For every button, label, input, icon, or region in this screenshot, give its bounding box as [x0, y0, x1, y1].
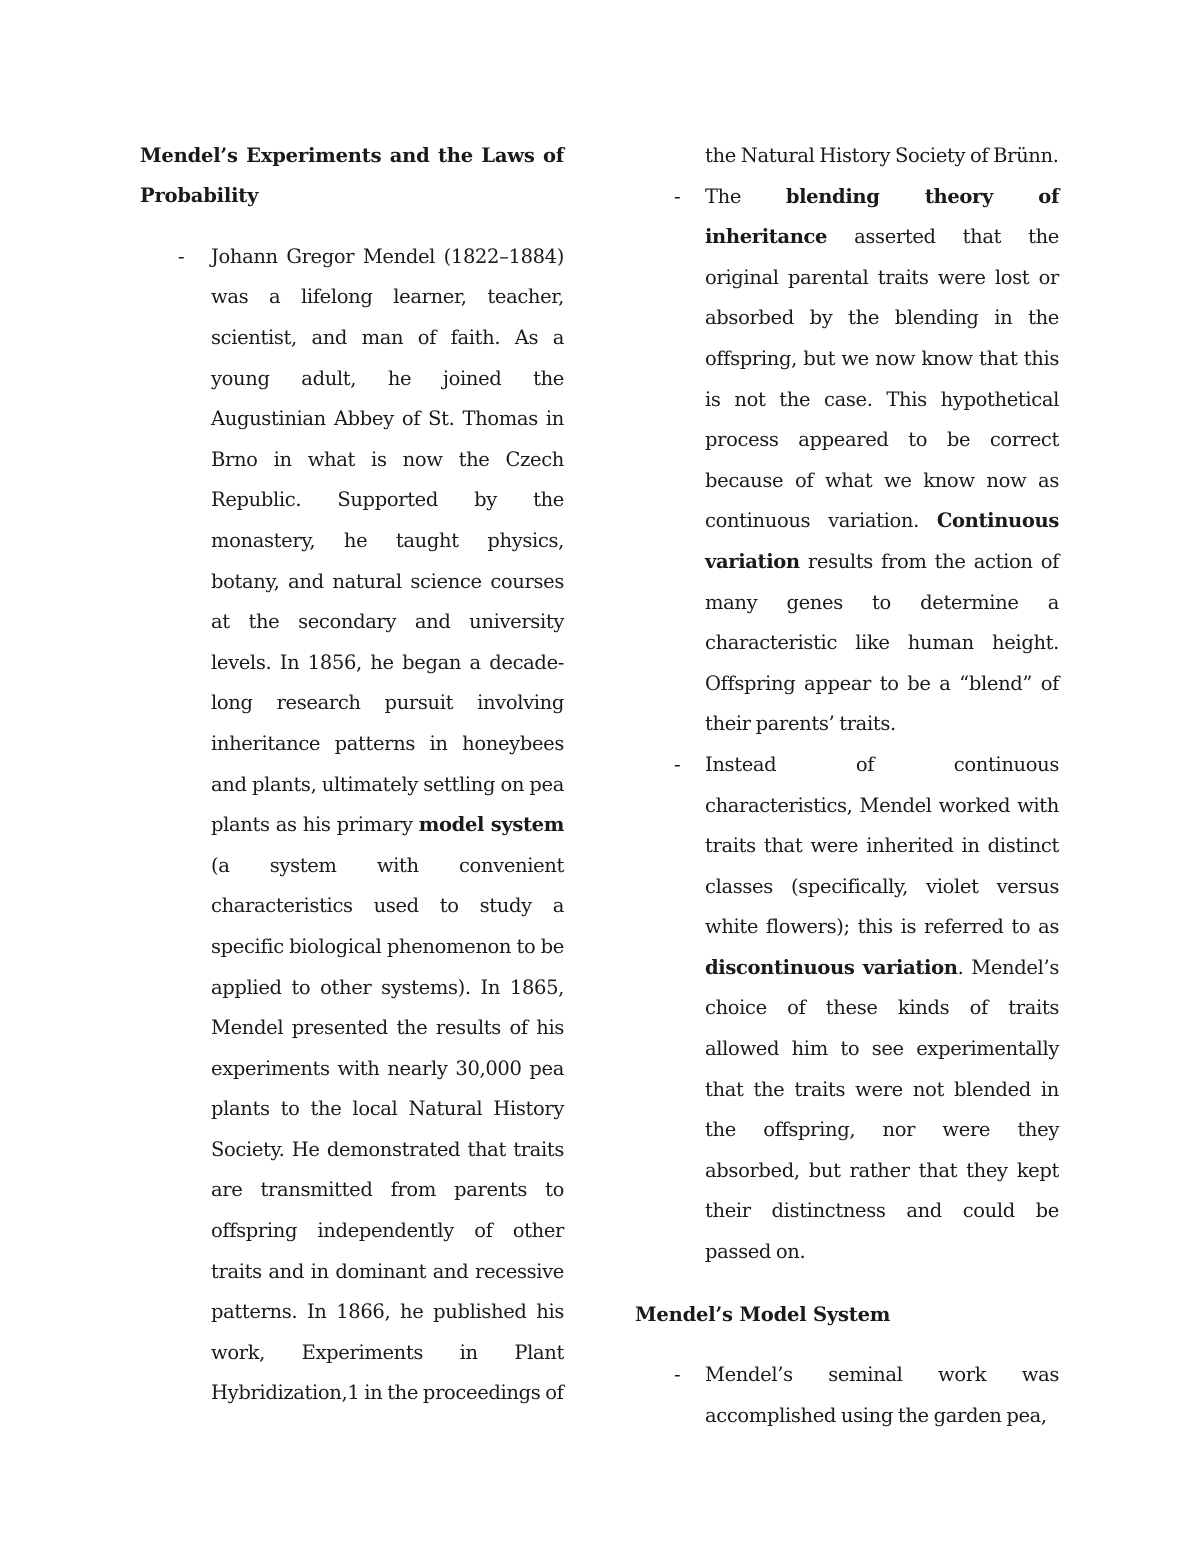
bullet-dash: - — [674, 184, 681, 208]
bold-term-model-system: model system — [418, 813, 564, 837]
bullet-text: Mendel’s seminal work was accomplished using the garden pea, — [705, 1363, 1059, 1427]
section-heading-model-system: Mendel’s Model System — [635, 1302, 891, 1326]
section-heading-mendels-experiments: Mendel’s Experiments and the Laws of Probability — [140, 144, 564, 208]
bullet-text: . Mendel’s choice of these kinds of traits allowed him to see experimentally that the traits were not blended in the offspring, nor were they absorbed, but rather that they kept their distinctness and could be passed on. — [705, 955, 1059, 1264]
bullet-text: asserted that the original parental traits were lost or absorbed by the blending in the offspring, but we now know that this is not the case. This hypothetical process appeared to be correct because of what we know now as continuous variation. — [705, 225, 1059, 533]
bullet-text: The — [705, 184, 786, 208]
paragraph-continuation: the Natural History Society of Brünn. — [705, 144, 1059, 167]
bullet-text: (a system with convenient characteristics used to study a specific biological phenomenon to be applied to other systems). In 1865, Mendel presented the results of his experiments with nearly 30,000 pea plants to the local Natural History Society. He demonstrated that traits are transmitted from parents to offspring independently of other traits and in dominant and recessive patterns. In 1866, he published his work, Experiments in Plant Hybridization,1 in the proceedings of — [211, 853, 564, 1405]
bullet-discontinuous-traits — [634, 745, 1059, 1273]
bullet-text: Johann Gregor Mendel (1822–1884) was a lifelong learner, teacher, scientist, and man of faith. As a young adult, he joined the Augustinian Abbey of St. Thomas in Brno in what is now the Czech Republic. Supported by the monastery, he taught physics, botany, and natural science courses at the secondary and university levels. In 1856, he began a decade-long research pursuit involving inheritance patterns in honeybees and plants, ultimately settling on pea plants as his primary — [211, 244, 564, 837]
bullet-mendel-biography — [140, 237, 564, 1414]
bold-term-discontinuous-variation: discontinuous variation — [705, 955, 958, 979]
bullet-dash: - — [674, 1363, 681, 1387]
bullet-text: results from the action of many genes to determine a characteristic like human height. Offspring appear to be a “blend” of their parents’ traits. — [705, 549, 1059, 736]
bold-term-continuous-variation: Continuous variation — [705, 509, 1059, 573]
bullet-blending-theory — [634, 177, 1059, 745]
left-column — [140, 136, 564, 1414]
bullet-text: Instead of continuous characteristics, Mendel worked with traits that were inherited in distinct classes (specifically, violet versus white flowers); this is referred to as — [705, 752, 1059, 939]
bullet-dash: - — [178, 244, 185, 268]
bold-term-blending-theory: blending theory of inheritance — [705, 184, 1060, 249]
right-column — [635, 136, 1059, 1436]
bullet-garden-pea — [634, 1355, 1059, 1436]
bullet-dash: - — [674, 752, 681, 776]
